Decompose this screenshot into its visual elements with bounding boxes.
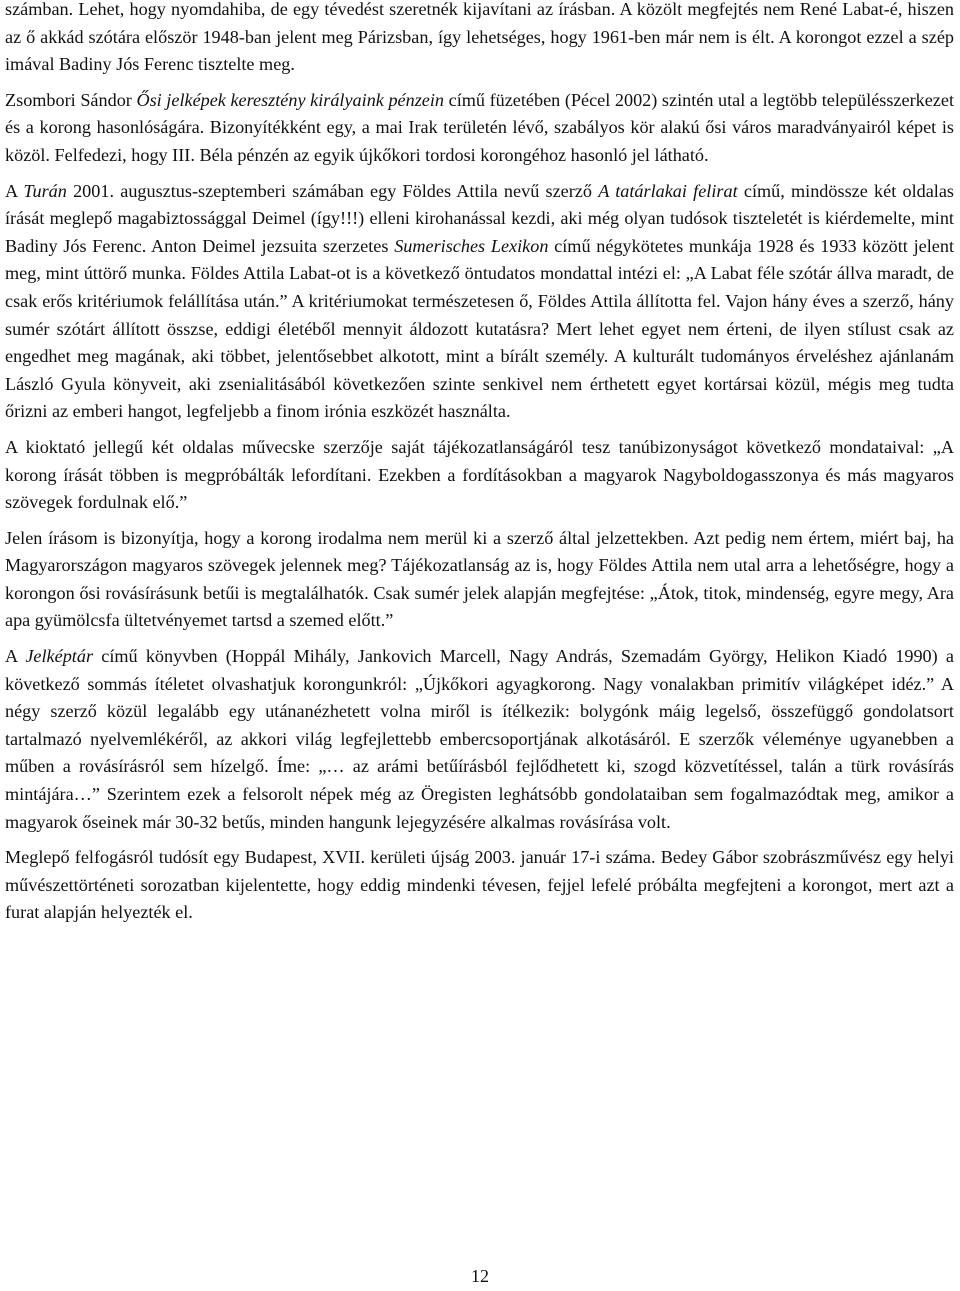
text-run: című, mindössze két oldalas írását meglepő magabiztossággal Deimel (így!!!) elleni kirohanással kezdi, aki még olyan tudósok tiszteletét is kiérdemelte, mint Badiny Jós Ferenc. Anton Deimel jezsuita szerzetes xyxy=(5,180,954,256)
text-run: című négykötetes munkája 1928 és 1933 között jelent meg, mint úttörő munka. Földes Attila Labat-ot is a következő öntudatos mondattal intézi el: „A Labat féle szótár állva maradt, de csak erős kritériumok felállítása után.” A kritériumokat természetesen ő, Földes Attila állította fel. Vajon hány éves a szerző, hány sumér szótárt állított összse, eddigi életéből mennyit áldozott kutatásra? Mert lehet egyet nem érteni, de ilyen stílust csak az engedhet meg magának, aki többet, jelentősebbet alkotott, mint a bírált személy. A kulturált tudományos érveléshez ajánlanám László Gyula könyveit, aki zsenialitásából következően szinte senkivel nem érthetett egyet kortársai közül, mégis meg tudta őrizni az emberi hangot, legfeljebb a finom irónia eszközét használta. xyxy=(5,235,954,422)
text-run: A kioktató jellegű két oldalas művecske szerzője saját tájékozatlanságáról tesz tanúbizonyságot következő mondataival: „A korong írását többen is megpróbálták lefordítani. Ezekben a fordításokban a magyarok Nagyboldogasszonya és más magyaros szövegek fordulnak elő.” xyxy=(5,436,954,513)
book-title: Ősi jelképek keresztény királyaink pénzein xyxy=(136,89,445,110)
paragraph-3 xyxy=(5,178,954,426)
paragraph-2 xyxy=(5,87,954,170)
text-run: című füzetében (Pécel 2002) szintén utal a legtöbb településszerkezet és a korong hasonlóságára. Bizonyítékként egy, a mai Irak területén lévő, szabályos kör alakú ősi város maradványairól képet is közöl. Felfedezi, hogy III. Béla pénzén az egyik újkőkori tordosi korongéhoz hasonló jel látható. xyxy=(5,89,954,165)
text-run: A xyxy=(5,646,26,667)
paragraph-5 xyxy=(5,525,954,635)
journal-title: Turán xyxy=(23,180,67,201)
book-title: Sumerisches Lexikon xyxy=(394,235,549,256)
text-run: 2001. augusztus-szeptemberi számában egy Földes Attila nevű szerző xyxy=(66,180,599,201)
text-run: számban. Lehet, hogy nyomdahiba, de egy tévedést szeretnék kijavítani az írásban. A közölt megfejtés nem René Labat-é, hiszen az ő akkád szótára először 1948-ban jelent meg Párizsban, így lehetséges, hogy 1961-ben már nem is élt. A korongot ezzel a szép imával Badiny Jós Ferenc tisztelte meg. xyxy=(5,0,954,75)
text-run: Meglepő felfogásról tudósít egy Budapest, XVII. kerületi újság 2003. január 17-i száma. Bedey Gábor szobrászművész egy helyi művészettörténeti sorozatban kijelentette, hogy eddig mindenki tévesen, fejjel lefelé próbálta megfejteni a korongot, mert azt a furat alapján helyezték el. xyxy=(5,847,954,923)
text-run: című könyvben (Hoppál Mihály, Jankovich Marcell, Nagy András, Szemadám György, Helikon Kiadó 1990) a következő sommás ítéletet olvashatjuk korongunkról: „Újkőkori agyagkorong. Nagy vonalakban primitív világképet idéz.” A négy szerző közül legalább egy utánanézhetett volna miről is ítélkezik: bolygónk máig legelső, összefüggő gondolatsort tartalmazó nyelvemlékéről, az akkori világ legfejlettebb embercsoportjának alkotásáról. E szerzők véleménye ugyanebben a műben a rovásírásról sem hízelgő. Íme: „… az arámi betűírásból fejlődhetett ki, szogd közvetítéssel, talán a türk rovásírás mintájára…” Szerintem ezek a felsorolt népek még az Öregisten leghátsóbb gondolataiban sem fogalmazódtak meg, amikor a magyarok őseinek már 30-32 betűs, minden hangunk lejegyzésére alkalmas rovásírása volt. xyxy=(5,646,954,832)
text-run: A xyxy=(5,180,24,201)
paragraph-4 xyxy=(5,434,954,517)
article-title: A tatárlakai felirat xyxy=(598,180,738,201)
paragraph-7 xyxy=(5,844,954,927)
paragraph-6 xyxy=(5,643,954,836)
book-title: Jelképtár xyxy=(25,646,94,667)
paragraph-1 xyxy=(5,0,954,79)
text-run: Zsombori Sándor xyxy=(5,89,137,110)
text-run: Jelen írásom is bizonyítja, hogy a korong irodalma nem merül ki a szerző által jelzettekben. Azt pedig nem értem, miért baj, ha Magyarországon magyaros szövegek jelennek meg? Tájékozatlanság az is, hogy Földes Attila nem utal arra a lehetőségre, hogy a korongon ősi rovásírásunk betűi is megtalálhatók. Csak sumér jelek alapján megfejtése: „Átok, titok, mindenség, egyre megy, Ara apa gyümölcsfa ültetvényemet tartsd a szemed előtt.” xyxy=(5,527,954,631)
body-text xyxy=(5,0,954,935)
page-number: 12 xyxy=(471,1266,489,1286)
